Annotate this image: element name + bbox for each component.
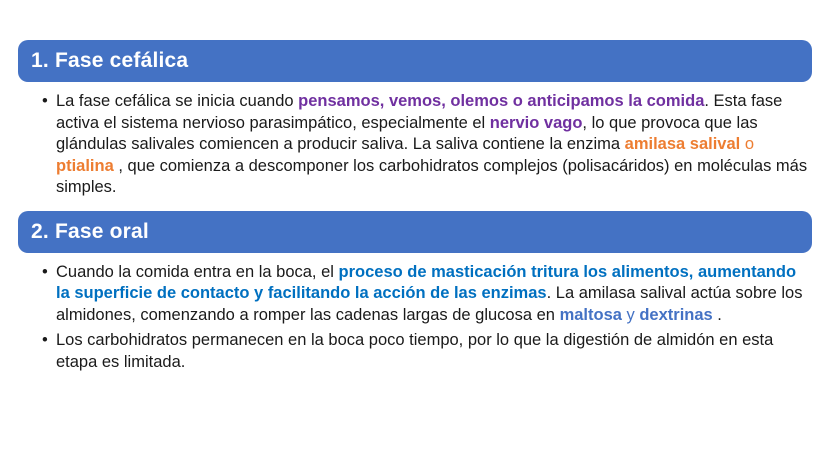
text-segment: La fase cefálica se inicia cuando [56, 92, 299, 110]
text-segment: . La amilasa salival actúa sobre los almidones, comenzando a romper las cadenas largas de glucosa en [56, 284, 803, 324]
section-2-title: 2. Fase oral [31, 219, 149, 243]
text-segment: maltosa [559, 305, 622, 324]
text-segment: . Esta fase activa el sistema nervioso parasimpático, especialmente el [56, 92, 783, 132]
bullet-text [56, 330, 814, 373]
text-segment: nervio vago [489, 113, 583, 132]
section-2-body [0, 262, 828, 374]
bullet-text [56, 262, 814, 327]
text-segment: dextrinas [639, 305, 713, 324]
text-segment: , lo que provoca que las glándulas salivales comiencen a producir saliva. La saliva contiene la enzima [56, 113, 758, 153]
bullet-text [56, 91, 814, 199]
bullet-dot: • [42, 331, 48, 349]
text-segment: , que comienza a descomponer los carbohidratos complejos (polisacáridos) en moléculas más simples. [56, 156, 808, 196]
text-segment: y [621, 305, 640, 324]
section-2-header [18, 211, 812, 253]
section-1-title: 1. Fase cefálica [31, 49, 189, 72]
text-segment: . [712, 305, 722, 324]
section-1-header [18, 40, 812, 82]
text-segment: ptialina [56, 156, 114, 175]
bullet-item [42, 262, 814, 327]
text-segment: Cuando la comida entra en la boca, el [56, 262, 339, 281]
text-segment: amilasa salival [624, 135, 741, 153]
bullet-item [42, 330, 814, 373]
text-segment: Los carbohidratos permanecen en la boca poco tiempo, por lo que la digestión de almidón en esta etapa es limitada. [56, 331, 774, 371]
bullet-dot: • [42, 92, 48, 110]
text-segment: o [740, 135, 755, 153]
bullet-item [42, 91, 814, 199]
text-segment: proceso de masticación tritura los alimentos, aumentando la superficie de contacto y facilitando la acción de las enzimas [56, 262, 797, 302]
section-1-body [0, 91, 828, 199]
text-segment: pensamos, vemos, olemos o anticipamos la comida [298, 92, 705, 110]
bullet-dot: • [42, 262, 48, 281]
